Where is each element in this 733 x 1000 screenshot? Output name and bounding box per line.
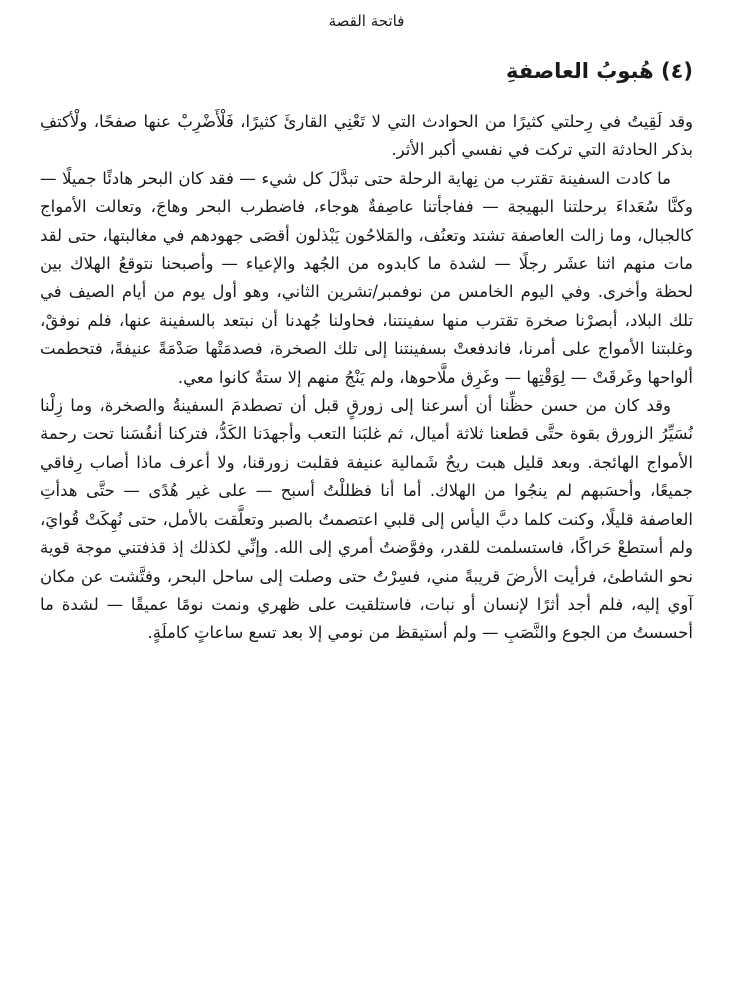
paragraph-1: وقد لَقِيتُ في رِحلتي كثيرًا من الحوادث التي لا تَعْنِي القارئَ كثيرًا، فَلْأَضْرِبْ عنها صفحًا، ولْأكتفِ بذكر الحادثة التي تركت في نفسي أكبر الأثر. [40,112,693,160]
body-text [40,108,693,648]
paragraph-3: وقد كان من حسن حظِّنا أن أسرعنا إلى زورقٍ قبل أن تصطدمَ السفينةُ والصخرة، وما زِلْنا نُسَيِّرُ الزورق بقوة حتَّى قطعنا ثلاثة أميال، ثم غلبَنا التعب وأجهدَنا الكَدُّ، فتركنا أنفُسَنا تحت رحمة الأمواج الهائجة. وبعد قليل هبت ريحٌ شَمالية عنيفة فقلبت زورقنا، ولا أعرف ماذا أصاب رِفاقي جميعًا، وأحسَبهم لم ينجُوا من الهلاك. أما أنا فظللْتُ أسبح — على غير هُدًى — حتَّى هدأتِ العاصفة قليلًا، وكنت كلما دبَّ اليأس إلى قلبي اعتصمتُ بالصبر وتعلَّقت بالأمل، حتى نُهِكَتْ قُوايَ، ولم أستطعْ حَراكًا، فاستسلمت للقدر، وفوَّضتُ أمري إلى الله. وإنِّي لكذلك إذ قذفتني موجة قوية نحو الشاطئ، فرأيت الأرضَ قريبةً مني، فسِرْتُ حتى وصلت إلى ساحل البحر، وفتَّشت عن مكان آوي إليه، فلم أجد أثرًا لإنسان أو نبات، فاستلقيت على ظهري ونمت نومًا عميقًا — لشدة ما أحسستُ من الجوع والنَّصَبِ — ولم أستيقظ من نومي إلا بعد تسع ساعاتٍ كاملَةٍ. [40,396,693,643]
chapter-title: (٤) هُبوبُ العاصفةِ [505,59,693,83]
running-header: فاتحة القصة [328,12,405,30]
paragraph-2: ما كادت السفينة تقترب من نِهاية الرحلة حتى تبدَّلَ كل شيء — فقد كان البحر هادئًا جميلًا — وكنَّا سُعَداءَ برحلتنا البهيجة — ففاجأتنا عاصِفةٌ هوجاء، فاضطرب البحر وهاجَ، وتعالت الأمواج كالجبال، وما زالت العاصفة تشتد وتعنُف، والمَلاحُون يَبْذلون أقصَى جهودهم في مغالبتها، حتى لقد مات منهم اثنا عشَر رجلًا — لشدة ما كابدوه من الجُهد والإعياء — وأصبحنا نتوقعُ الهلاك بين لحظة وأخرى. وفي اليوم الخامس من نوفمبر/تشرين الثاني، وهو أول يوم من أيام الصيف في تلك البلاد، أبصرْنا صخرة تقترب منها سفينتنا، فحاولنا جُهدنا أن نبتعد بالسفينة عنها، فلم نوفقْ، وغلبتنا الأمواج على أمرنا، فاندفعتْ بسفينتنا إلى تلك الصخرة، فصدمَتْها صَدْمَةً عنيفةً، فتحطمت ألواحها وغَرقَتْ — لِوَقْتِها — وغَرِق ملَّاحوها، ولم يَنْجُ منهم إلا ستةٌ كانوا معي. [40,168,693,387]
